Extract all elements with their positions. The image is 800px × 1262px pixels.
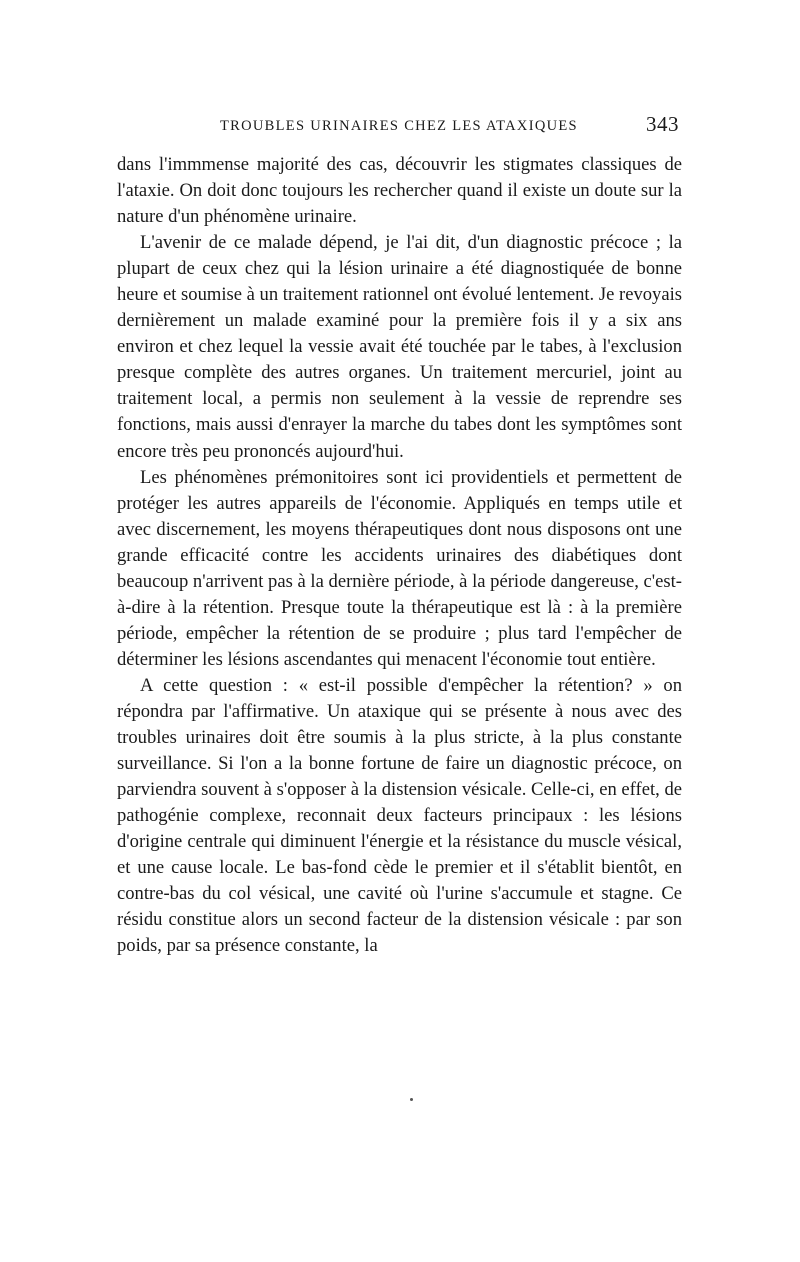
paragraph-continuation: dans l'immmense majorité des cas, découvrir les stigmates classiques de l'ataxie. On doit donc toujours les rechercher quand il existe un doute sur la nature d'un phénomène urinaire. [117,154,682,228]
paper-speck [410,1098,413,1101]
body-text [117,152,682,959]
paragraph-retention-question: A cette question : « est-il possible d'empêcher la rétention? » on répondra par l'affirmative. Un ataxique qui se présente à nous avec des troubles urinaires doit être soumis à la plus stricte, à la plus constante surveillance. Si l'on a la bonne fortune de faire un diagnostic précoce, on parviendra souvent à s'opposer à la distension vésicale. Celle-ci, en effet, de pathogénie complexe, reconnait deux facteurs principaux : les lésions d'origine centrale qui diminuent l'énergie et la résistance du muscle vésical, et une cause locale. Le bas-fond cède le premier et il s'établit bientôt, en contre-bas du col vésical, une cavité où l'urine s'accumule et stagne. Ce résidu constitue alors un second facteur de la distension vésicale : par son poids, par sa présence constante, la [117,674,682,957]
paragraph-prognosis: L'avenir de ce malade dépend, je l'ai dit, d'un diagnostic précoce ; la plupart de ceux chez qui la lésion urinaire a été diagnostiquée de bonne heure et soumise à un traitement rationnel ont évolué lentement. Je revoyais dernièrement un malade examiné pour la première fois il y a six ans environ et chez lequel la vessie avait été touchée par le tabes, à l'exclusion presque complète des autres organes. Un traitement mercuriel, joint au traitement local, a permis non seulement à la vessie de reprendre ses fonctions, mais aussi d'enrayer la marche du tabes dont les symptômes sont encore très peu prononcés aujourd'hui. [117,232,682,462]
running-title: TROUBLES URINAIRES CHEZ LES ATAXIQUES [220,118,578,134]
paragraph-premonitory-phenomena: Les phénomènes prémonitoires sont ici providentiels et permettent de protéger les autres appareils de l'économie. Appliqués en temps utile et avec discernement, les moyens thérapeutiques dont nous disposons ont une grande efficacité contre les accidents urinaires des diabétiques dont beaucoup n'arrivent pas à la dernière période, à la période dangereuse, c'est-à-dire à la rétention. Presque toute la thérapeutique est là : à la première période, empêcher la rétention de se produire ; plus tard l'empêcher de déterminer les lésions ascendantes qui menacent l'économie tout entière. [117,466,682,670]
book-page [117,112,682,959]
page-header [117,112,682,140]
page-number: 343 [646,112,679,136]
